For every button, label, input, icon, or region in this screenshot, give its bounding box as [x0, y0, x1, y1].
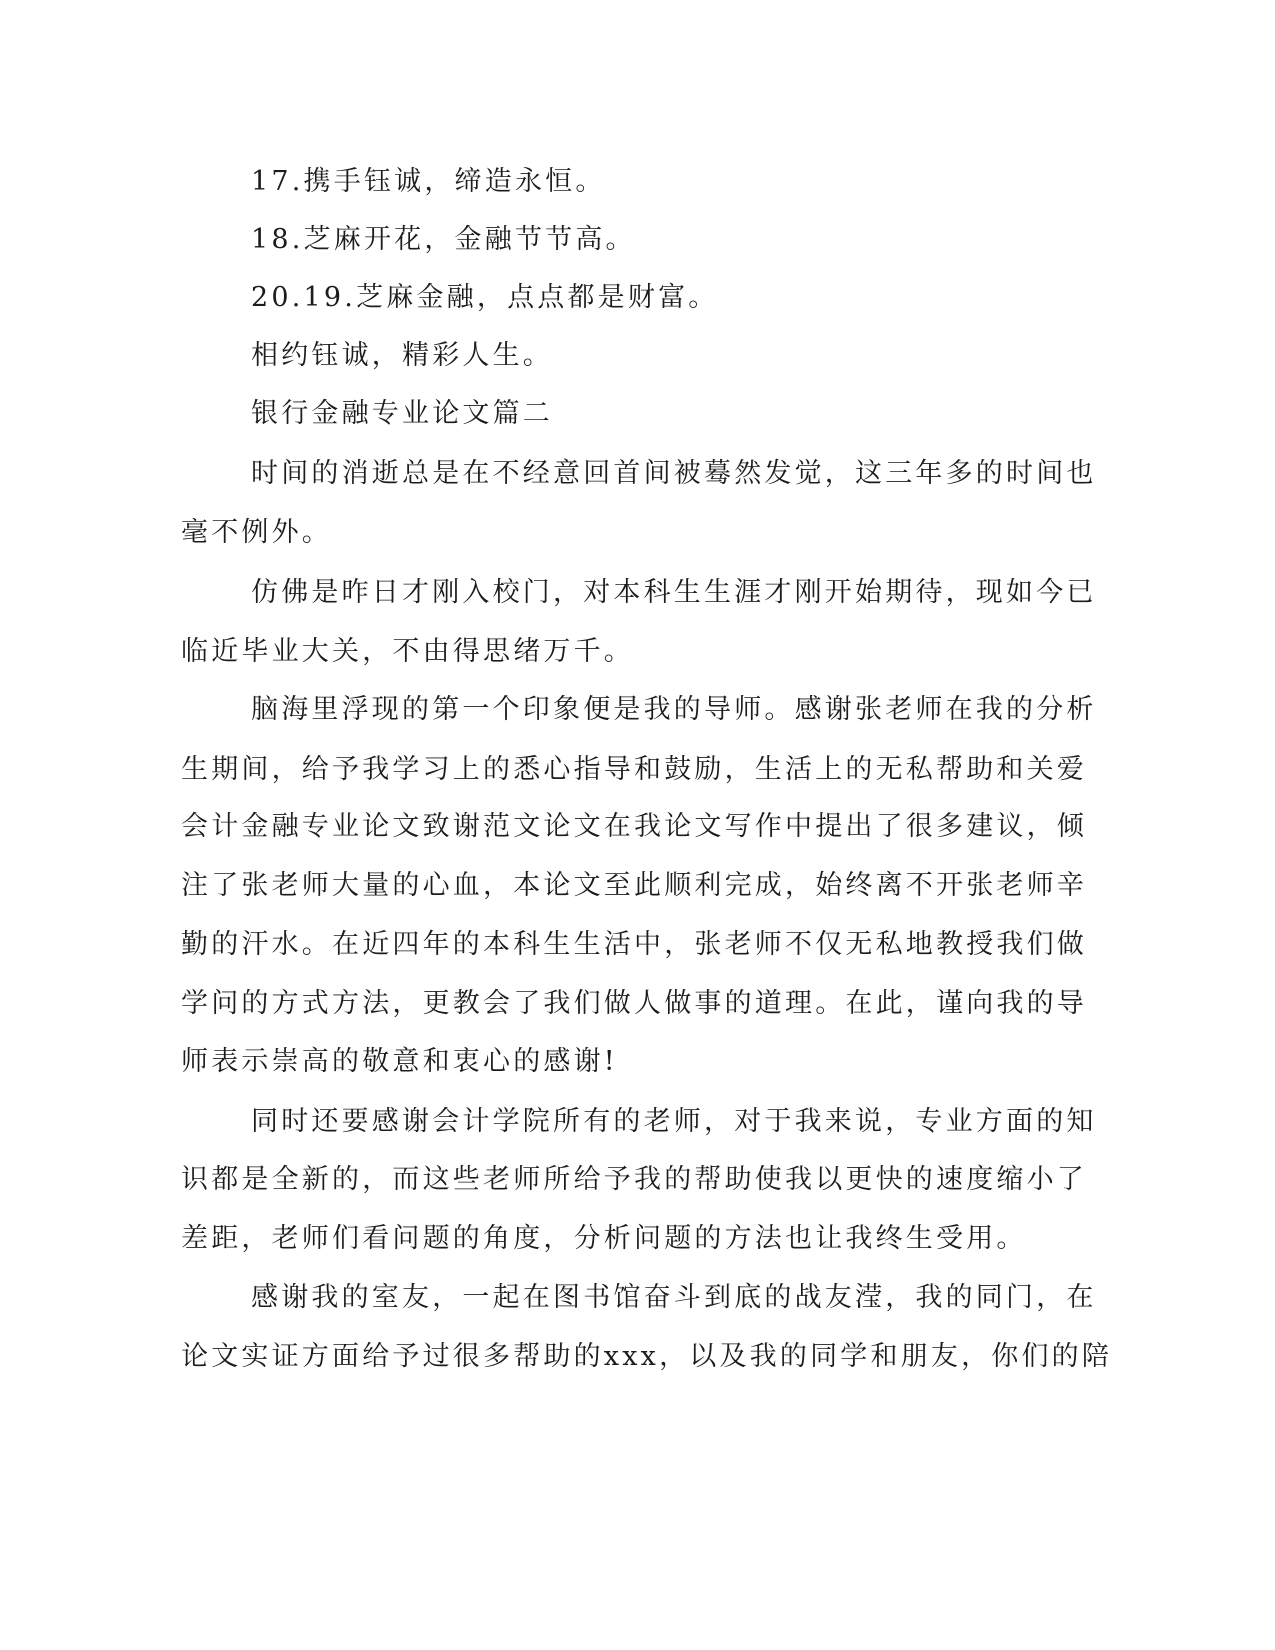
- text-line: 学问的方式方法，更教会了我们做人做事的道理。在此，谨向我的导: [181, 988, 1087, 1019]
- text-line: 注了张老师大量的心血，本论文至此顺利完成，始终离不开张老师辛: [181, 870, 1087, 901]
- text-line: 同时还要感谢会计学院所有的老师，对于我来说，专业方面的知: [251, 1106, 1097, 1137]
- text-line: 生期间，给予我学习上的悉心指导和鼓励，生活上的无私帮助和关爱: [181, 754, 1087, 785]
- text-line: 师表示崇高的敬意和衷心的感谢!: [181, 1046, 618, 1077]
- text-line: 临近毕业大关，不由得思绪万千。: [181, 636, 634, 667]
- text-line: 仿佛是昨日才刚入校门，对本科生生涯才刚开始期待，现如今已: [251, 577, 1097, 608]
- text-line: 论文实证方面给予过很多帮助的xxx，以及我的同学和朋友，你们的陪: [181, 1341, 1113, 1372]
- text-line: 时间的消逝总是在不经意回首间被蓦然发觉，这三年多的时间也: [251, 458, 1097, 489]
- text-line: 差距，老师们看问题的角度，分析问题的方法也让我终生受用。: [181, 1223, 1027, 1254]
- text-line: 勤的汗水。在近四年的本科生生活中，张老师不仅无私地教授我们做: [181, 929, 1087, 960]
- section-heading: 银行金融专业论文篇二: [251, 398, 553, 429]
- text-line: 会计金融专业论文致谢范文论文在我论文写作中提出了很多建议，倾: [181, 811, 1087, 842]
- text-line: 相约钰诚，精彩人生。: [251, 340, 553, 371]
- text-line: 识都是全新的，而这些老师所给予我的帮助使我以更快的速度缩小了: [181, 1164, 1087, 1195]
- text-line: 毫不例外。: [181, 517, 332, 548]
- text-line: 脑海里浮现的第一个印象便是我的导师。感谢张老师在我的分析: [251, 694, 1097, 725]
- text-line: 17.携手钰诚，缔造永恒。: [251, 166, 606, 197]
- text-line: 18.芝麻开花，金融节节高。: [251, 224, 636, 255]
- text-line: 感谢我的室友，一起在图书馆奋斗到底的战友滢，我的同门，在: [251, 1282, 1097, 1313]
- text-line: 20.19.芝麻金融，点点都是财富。: [251, 282, 719, 313]
